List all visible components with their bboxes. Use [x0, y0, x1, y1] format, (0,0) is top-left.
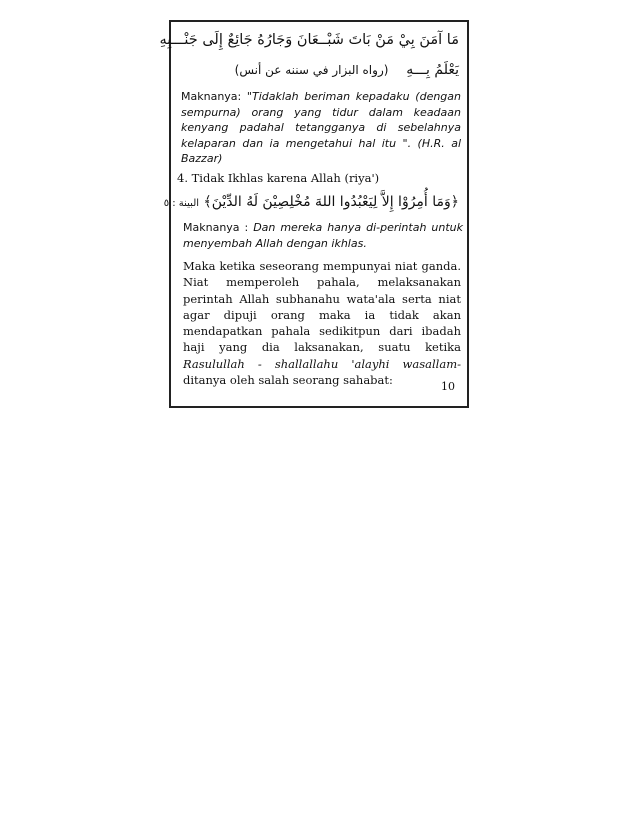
hadith-arabic-line-1: مَا آمَنَ بِيْ مَنْ بَاتَ شَبْــعَانَ وَجَارُهُ جَائِعٌ إِلَى جَنْـــبِهِ: [159, 32, 459, 48]
body-paragraph: [183, 258, 461, 388]
quran-verse-line: [164, 192, 459, 214]
meaning-label: Maknanya:: [181, 90, 242, 103]
page-number: 10: [441, 380, 455, 393]
paragraph-part-2: ditanya oleh salah seorang sahabat:: [183, 373, 393, 388]
rasulullah-phrase: Rasulullah - shallallahu 'alayhi wasallam-: [183, 356, 461, 371]
hadith-meaning: [181, 89, 461, 167]
quran-surah-ref: البينة : ٥: [163, 198, 200, 209]
verse-meaning: [183, 220, 463, 252]
hadith-arabic-text: يَعْلَمُ بِـــهِ: [406, 62, 459, 78]
meaning-text-2: Dan mereka hanya di-perintah untuk menyembah Allah dengan ikhlas.: [183, 221, 463, 250]
meaning-text: "Tidaklah beriman kepadaku (dengan sempurna) orang yang tidur dalam keadaan kenyang padahal tetangganya di sebelahnya kelaparan dan ia mengetahui hal itu ". (H.R. al Bazzar): [181, 90, 462, 166]
hadith-arabic-line-2: [235, 60, 459, 80]
section-heading: 4. Tidak Ikhlas karena Allah (riya'): [177, 171, 380, 185]
hadith-source: (رواه البزار في سننه عن أنس): [234, 63, 389, 77]
page-frame: [159, 20, 469, 408]
paragraph-part-1: Maka ketika seseorang mempunyai niat ganda. Niat memperoleh pahala, melaksanakan perintah Allah subhanahu wata'ala serta niat agar dipuji orang maka ia tidak akan mendapatkan pahala sedikitpun dari ibadah haji yang dia laksanakan, suatu ketika: [183, 259, 461, 355]
quran-verse: ﴿وَمَا أُمِرُوْا إِلاَّ لِيَعْبُدُوا اللهَ مُخْلِصِيْنَ لَهُ الدِّيْنَ﴾: [203, 194, 459, 210]
meaning-label-2: Maknanya :: [183, 221, 249, 234]
